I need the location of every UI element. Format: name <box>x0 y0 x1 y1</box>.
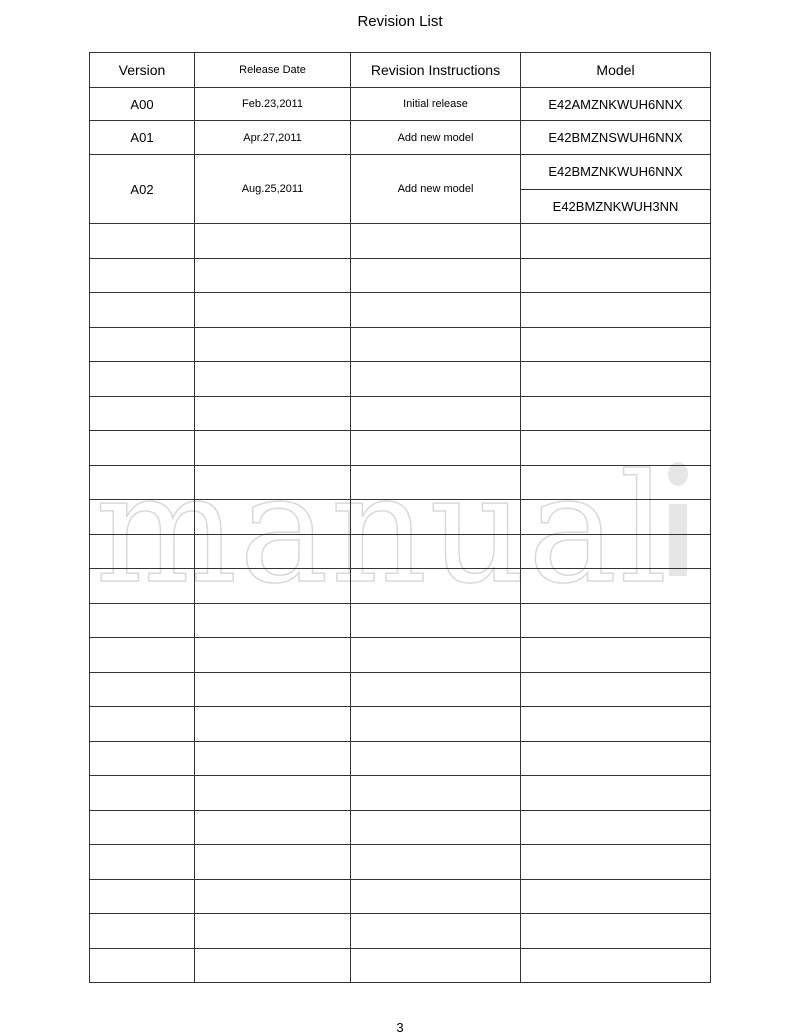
empty-cell <box>195 327 351 362</box>
empty-cell <box>195 396 351 431</box>
version-cell: A00 <box>90 88 195 121</box>
empty-table-row <box>90 948 711 983</box>
empty-table-row <box>90 224 711 259</box>
empty-cell <box>90 534 195 569</box>
empty-cell <box>90 603 195 638</box>
empty-cell <box>521 707 711 742</box>
instructions-cell: Add new model <box>351 121 521 155</box>
date-cell: Feb.23,2011 <box>195 88 351 121</box>
empty-table-row <box>90 741 711 776</box>
empty-cell <box>90 500 195 535</box>
table-row <box>90 121 711 155</box>
empty-table-row <box>90 810 711 845</box>
empty-cell <box>521 810 711 845</box>
version-cell: A01 <box>90 121 195 155</box>
empty-cell <box>195 500 351 535</box>
empty-table-row <box>90 638 711 673</box>
empty-cell <box>90 879 195 914</box>
empty-cell <box>195 258 351 293</box>
empty-cell <box>351 569 521 604</box>
empty-table-row <box>90 362 711 397</box>
empty-cell <box>521 569 711 604</box>
empty-table-row <box>90 500 711 535</box>
empty-cell <box>195 638 351 673</box>
page-title: Revision List <box>357 13 443 30</box>
empty-cell <box>90 569 195 604</box>
empty-cell <box>351 431 521 466</box>
empty-cell <box>195 465 351 500</box>
empty-cell <box>521 672 711 707</box>
empty-cell <box>90 431 195 466</box>
empty-cell <box>195 776 351 811</box>
instructions-cell: Initial release <box>351 88 521 121</box>
empty-cell <box>351 362 521 397</box>
empty-cell <box>195 914 351 949</box>
empty-cell <box>195 569 351 604</box>
empty-table-row <box>90 396 711 431</box>
empty-cell <box>90 845 195 880</box>
empty-table-row <box>90 327 711 362</box>
empty-cell <box>195 362 351 397</box>
empty-cell <box>90 707 195 742</box>
empty-cell <box>351 638 521 673</box>
empty-cell <box>90 776 195 811</box>
empty-table-row <box>90 603 711 638</box>
empty-cell <box>90 293 195 328</box>
empty-cell <box>351 224 521 259</box>
empty-cell <box>90 396 195 431</box>
empty-cell <box>521 431 711 466</box>
empty-table-row <box>90 776 711 811</box>
empty-cell <box>195 534 351 569</box>
empty-cell <box>351 776 521 811</box>
empty-cell <box>351 879 521 914</box>
header-release-date: Release Date <box>195 53 351 88</box>
empty-cell <box>195 603 351 638</box>
empty-cell <box>521 948 711 983</box>
empty-cell <box>195 293 351 328</box>
empty-cell <box>521 879 711 914</box>
empty-cell <box>90 948 195 983</box>
empty-table-row <box>90 707 711 742</box>
empty-cell <box>351 534 521 569</box>
empty-cell <box>351 914 521 949</box>
empty-table-row <box>90 672 711 707</box>
empty-table-row <box>90 534 711 569</box>
empty-table-row <box>90 465 711 500</box>
model-cell: E42BMZNSWUH6NNX <box>521 121 711 155</box>
empty-cell <box>90 914 195 949</box>
table-row <box>90 155 711 190</box>
empty-cell <box>521 534 711 569</box>
empty-cell <box>351 845 521 880</box>
empty-cell <box>521 638 711 673</box>
date-cell: Aug.25,2011 <box>195 155 351 224</box>
empty-cell <box>351 258 521 293</box>
header-version: Version <box>90 53 195 88</box>
watermark-logo: manual <box>95 443 670 617</box>
empty-cell <box>195 224 351 259</box>
empty-cell <box>351 327 521 362</box>
revision-table <box>89 52 711 983</box>
empty-cell <box>90 327 195 362</box>
empty-cell <box>90 465 195 500</box>
empty-cell <box>90 810 195 845</box>
empty-table-row <box>90 845 711 880</box>
empty-cell <box>521 914 711 949</box>
empty-cell <box>195 672 351 707</box>
empty-cell <box>351 465 521 500</box>
empty-table-row <box>90 879 711 914</box>
empty-cell <box>195 707 351 742</box>
model-cell: E42BMZNKWUH3NN <box>521 189 711 224</box>
empty-cell <box>521 465 711 500</box>
empty-cell <box>195 845 351 880</box>
empty-cell <box>195 879 351 914</box>
empty-cell <box>351 500 521 535</box>
empty-cell <box>90 638 195 673</box>
empty-cell <box>521 224 711 259</box>
empty-cell <box>351 672 521 707</box>
empty-cell <box>351 741 521 776</box>
empty-cell <box>195 810 351 845</box>
empty-cell <box>521 293 711 328</box>
empty-cell <box>90 741 195 776</box>
empty-cell <box>90 224 195 259</box>
empty-cell <box>521 776 711 811</box>
empty-table-row <box>90 569 711 604</box>
empty-table-row <box>90 293 711 328</box>
empty-cell <box>90 258 195 293</box>
empty-cell <box>521 258 711 293</box>
version-cell: A02 <box>90 155 195 224</box>
empty-cell <box>351 810 521 845</box>
empty-cell <box>90 362 195 397</box>
empty-cell <box>195 948 351 983</box>
empty-cell <box>521 741 711 776</box>
empty-cell <box>521 327 711 362</box>
empty-cell <box>90 672 195 707</box>
empty-cell <box>521 845 711 880</box>
empty-table-row <box>90 914 711 949</box>
empty-cell <box>351 603 521 638</box>
empty-cell <box>195 741 351 776</box>
page-number: 3 <box>396 1020 404 1035</box>
empty-cell <box>351 948 521 983</box>
table-row <box>90 88 711 121</box>
header-revision-instructions: Revision Instructions <box>351 53 521 88</box>
empty-cell <box>351 293 521 328</box>
empty-cell <box>351 396 521 431</box>
empty-cell <box>195 431 351 466</box>
empty-cell <box>521 603 711 638</box>
empty-cell <box>521 396 711 431</box>
empty-cell <box>521 362 711 397</box>
empty-cell <box>351 707 521 742</box>
table-header-row <box>90 53 711 88</box>
header-model: Model <box>521 53 711 88</box>
model-cell: E42BMZNKWUH6NNX <box>521 155 711 190</box>
empty-cell <box>521 500 711 535</box>
date-cell: Apr.27,2011 <box>195 121 351 155</box>
empty-table-row <box>90 258 711 293</box>
empty-table-row <box>90 431 711 466</box>
instructions-cell: Add new model <box>351 155 521 224</box>
model-cell: E42AMZNKWUH6NNX <box>521 88 711 121</box>
